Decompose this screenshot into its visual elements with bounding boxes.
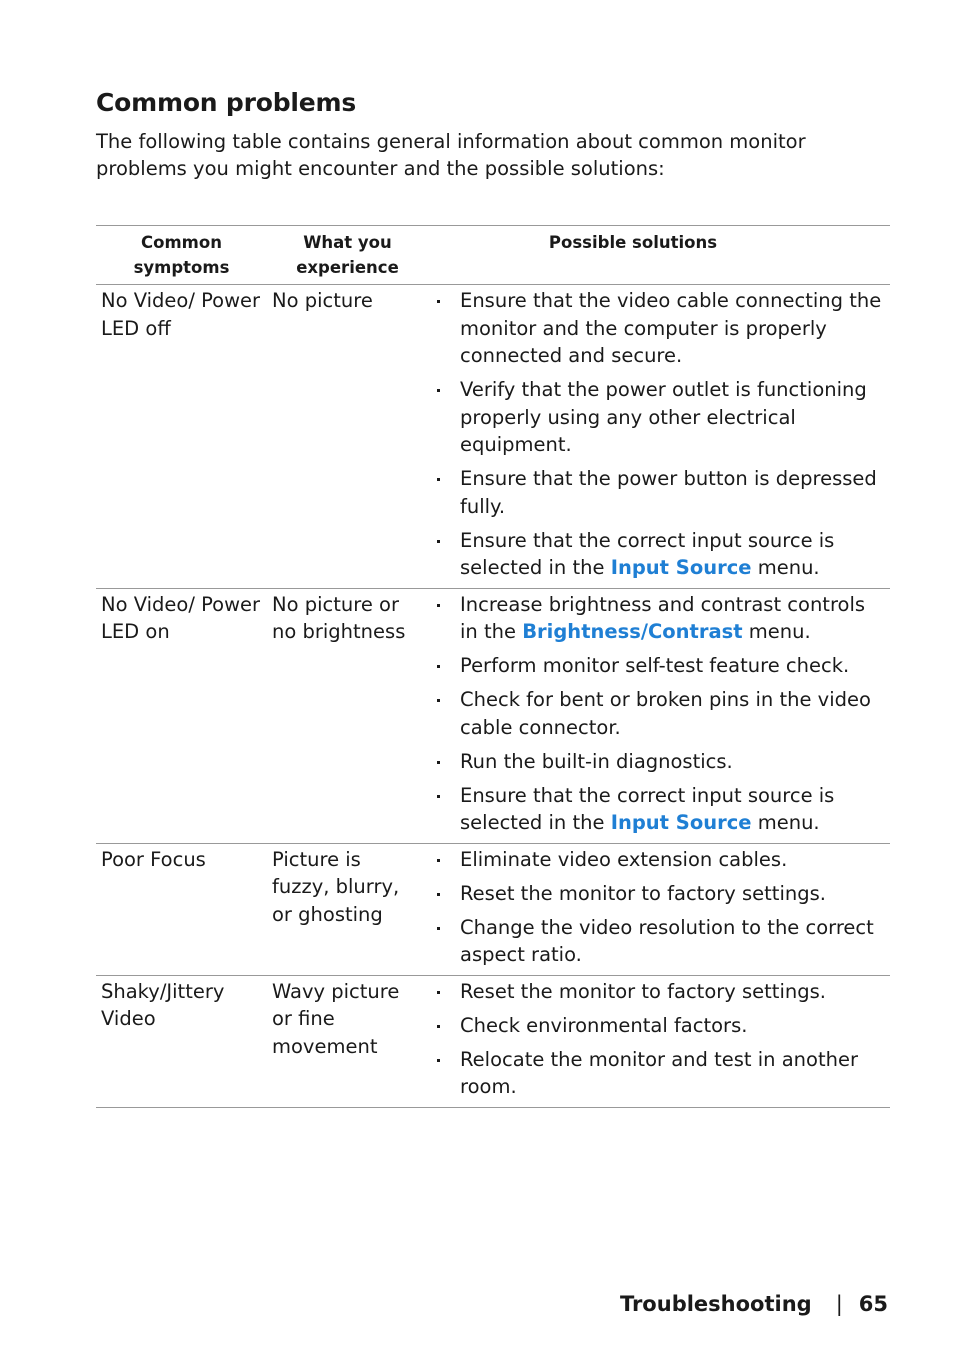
solutions-list — [433, 978, 886, 1101]
solutions-cell — [428, 843, 890, 975]
table-row — [96, 843, 890, 975]
solution-item — [433, 527, 886, 582]
symptom-cell: No Video/ Power LED on — [101, 592, 261, 643]
page-number: 65 — [858, 1292, 888, 1316]
solution-item — [433, 686, 886, 741]
header-possible-solutions: Possible solutions — [548, 233, 718, 252]
solution-text: Reset the monitor to factory settings. — [460, 881, 826, 905]
footer-section-title: Troubleshooting — [619, 1292, 812, 1316]
solution-text: Ensure that the correct input source is selected in the — [460, 783, 835, 834]
table-body — [96, 285, 890, 1108]
menu-name-highlight: Brightness/Contrast — [522, 620, 743, 643]
solution-text: Check for bent or broken pins in the video cable connector. — [460, 688, 871, 739]
solution-text: Run the built-in diagnostics. — [460, 749, 733, 773]
intro-paragraph: The following table contains general information about common monitor problems you might encounter and the possible solutions: — [96, 130, 806, 180]
solution-item — [433, 652, 886, 680]
solution-text: Ensure that the video cable connecting the monitor and the computer is properly connected and secure. — [460, 289, 882, 367]
solutions-list — [433, 591, 886, 837]
menu-name-highlight: Input Source — [610, 811, 752, 834]
table-header-row — [96, 226, 890, 285]
solution-item — [433, 914, 886, 969]
solution-item — [433, 1012, 886, 1040]
table-row — [96, 588, 890, 843]
solution-item — [433, 591, 886, 646]
symptom-cell: Poor Focus — [101, 847, 206, 871]
common-problems-table — [96, 225, 890, 1108]
solution-item — [433, 782, 886, 837]
table-row — [96, 975, 890, 1107]
solutions-cell — [428, 975, 890, 1107]
experience-cell: No picture — [272, 289, 373, 312]
solution-text: Ensure that the power button is depressed fully. — [460, 467, 877, 518]
solutions-list — [433, 846, 886, 969]
experience-cell: Wavy picture or fine movement — [272, 979, 400, 1058]
solutions-list — [433, 287, 886, 582]
page-title: Common problems — [96, 88, 357, 117]
solution-item — [433, 978, 886, 1006]
solution-item — [433, 376, 886, 459]
solution-text: Change the video resolution to the correct aspect ratio. — [460, 915, 874, 966]
header-common-symptoms: Common symptoms — [133, 233, 230, 277]
solution-item — [433, 748, 886, 776]
header-what-you-experience: What you experience — [296, 233, 399, 277]
solution-text: Increase brightness and contrast controls in the — [460, 592, 866, 643]
solution-text: Verify that the power outlet is functioning properly using any other electrical equipment. — [460, 378, 867, 456]
solution-item — [433, 1046, 886, 1101]
solution-text: Ensure that the correct input source is selected in the — [460, 528, 835, 579]
solution-text-end: menu. — [751, 556, 820, 579]
solutions-cell — [428, 285, 890, 589]
solution-text: Perform monitor self-test feature check. — [460, 654, 850, 677]
solution-item — [433, 287, 886, 370]
table-row — [96, 285, 890, 589]
solution-text-end: menu. — [751, 811, 820, 834]
solution-text-end: menu. — [742, 620, 811, 643]
symptom-cell: No Video/ Power LED off — [101, 289, 261, 340]
solution-item — [433, 465, 886, 520]
experience-cell: Picture is fuzzy, blurry, or ghosting — [272, 847, 400, 926]
solutions-cell — [428, 588, 890, 843]
solution-item — [433, 880, 886, 908]
footer-separator: | — [835, 1292, 843, 1316]
experience-cell: No picture or no brightness — [272, 592, 406, 643]
solution-text: Relocate the monitor and test in another room. — [460, 1047, 858, 1098]
menu-name-highlight: Input Source — [610, 556, 752, 579]
solution-text: Check environmental factors. — [460, 1013, 748, 1037]
solution-text: Reset the monitor to factory settings. — [460, 979, 826, 1003]
solution-text: Eliminate video extension cables. — [460, 847, 788, 871]
symptom-cell: Shaky/Jittery Video — [101, 979, 225, 1030]
solution-item — [433, 846, 886, 874]
page-footer — [620, 1292, 888, 1316]
